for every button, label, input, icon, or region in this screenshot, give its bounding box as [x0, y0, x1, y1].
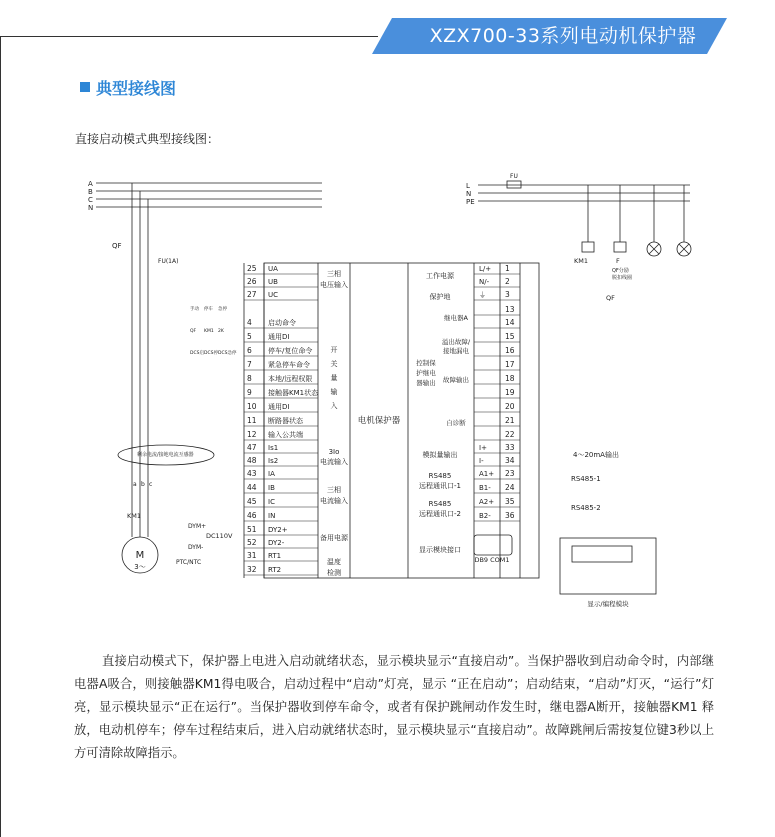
- terminal-number: 22: [505, 430, 515, 439]
- terminal-signal: UA: [268, 265, 278, 273]
- terminal-signal: DY2+: [268, 526, 288, 534]
- terminal-signal: I+: [479, 444, 487, 452]
- bullet-square-icon: [80, 82, 90, 92]
- terminal-signal: Is2: [268, 457, 279, 465]
- ptc-label: PTC/NTC: [176, 559, 202, 566]
- protector-center-label: 电机保护器: [357, 416, 401, 426]
- ct-label: a: [133, 481, 137, 488]
- terminal-number: 24: [505, 483, 515, 492]
- diagram-intro: 直接启动模式典型接线图：: [75, 132, 220, 146]
- phase-label: N: [88, 204, 94, 212]
- terminal-number: 17: [505, 360, 515, 369]
- terminal-signal: I-: [479, 457, 484, 465]
- terminal-signal: 本地/远程权限: [268, 375, 313, 383]
- terminal-number: 46: [247, 511, 257, 520]
- terminal-signal: N/-: [479, 278, 490, 286]
- group-label: 开: [330, 346, 338, 354]
- group-label: RS485: [428, 500, 452, 508]
- group-label: 三相: [327, 270, 341, 278]
- terminal-number: 47: [247, 443, 257, 452]
- terminal-number: 31: [247, 551, 257, 560]
- terminal-number: 1: [505, 264, 510, 273]
- group-label: 检测: [327, 569, 341, 577]
- output-label: 4～20mA输出: [573, 451, 619, 459]
- terminal-number: 6: [247, 346, 252, 355]
- group-label: 备用电源: [320, 534, 348, 542]
- group-label: 接地漏电: [443, 347, 469, 355]
- terminal-signal: IN: [268, 512, 276, 520]
- group-label: 电压输入: [320, 281, 348, 289]
- terminal-signal: RT2: [268, 566, 282, 574]
- group-label: 工作电源: [426, 272, 454, 280]
- switch-label: QF: [190, 329, 197, 334]
- ct-label: c: [149, 481, 153, 488]
- terminal-number: 7: [247, 360, 252, 369]
- terminal-signal: IB: [268, 484, 275, 492]
- terminal-number: 25: [247, 264, 257, 273]
- group-label: 护继电: [416, 369, 436, 377]
- contact-label: QF: [606, 294, 615, 302]
- motor-label: M: [135, 550, 145, 561]
- switch-label: 2K: [218, 329, 224, 334]
- motor-phase-label: 3～: [134, 563, 146, 571]
- group-label: 保护地: [429, 293, 451, 301]
- group-label: 远程通讯口-2: [419, 510, 461, 518]
- dym-label: DYM-: [188, 544, 204, 551]
- terminal-number: 3: [505, 290, 510, 299]
- group-label: 控制保: [416, 359, 436, 367]
- switch-label: DCS启: [190, 351, 204, 356]
- group-label: 显示模块接口: [419, 546, 461, 554]
- fuse-label: FU: [510, 173, 518, 180]
- terminal-number: 35: [505, 497, 515, 506]
- terminal-number: 34: [505, 456, 515, 465]
- breaker-label: QF: [112, 242, 122, 250]
- terminal-number: 12: [247, 430, 257, 439]
- group-label: 模拟量输出: [422, 451, 458, 459]
- switch-label: KM1: [204, 329, 214, 334]
- fuse-label: FU(1A): [158, 258, 179, 265]
- display-module-label: 显示/编程模块: [587, 600, 629, 608]
- terminal-signal: L/+: [479, 265, 492, 273]
- document-title: XZX700-33系列电动机保护器: [429, 25, 697, 47]
- terminal-number: 2: [505, 277, 510, 286]
- terminal-signal: RT1: [268, 552, 282, 560]
- terminal-number: 10: [247, 402, 257, 411]
- section-heading: [80, 76, 176, 98]
- phase-label: B: [88, 188, 93, 196]
- terminal-number: 13: [505, 305, 515, 314]
- terminal-number: 18: [505, 374, 515, 383]
- terminal-number: 5: [247, 332, 252, 341]
- switch-label: 急停: [218, 307, 227, 312]
- switch-label: DCS停: [204, 351, 218, 356]
- description-paragraph: 直接启动模式下，保护器上电进入启动就绪状态，显示模块显示“直接启动”。当保护器收到启动命令时，内部继电器A吸合，则接触器KM1得电吸合，启动过程中“启动”灯亮，显示 “正在启动”；启动结束，“启动”灯灭，“运行”灯亮，显示模块显示“正在运行”。当保护器收到停车命令，或者有保护跳闸动作发生时，继电器A断开，接触器KM1 释放，电动机停车；停车过程结束后，进入启动就绪状态时，显示模块显示“直接启动”。故障跳闸后需按复位键3秒以上方可清除故障指示。: [74, 654, 714, 760]
- terminal-number: 9: [247, 388, 252, 397]
- terminal-number: 27: [247, 290, 257, 299]
- terminal-signal: IA: [268, 470, 275, 478]
- group-label: 三相: [327, 486, 341, 494]
- terminal-signal: UC: [268, 291, 279, 299]
- switch-label: 手动: [190, 307, 199, 312]
- group-label: 自诊断: [446, 419, 466, 427]
- terminal-number: 44: [247, 483, 257, 492]
- phase-label: C: [88, 196, 93, 204]
- terminal-number: 20: [505, 402, 515, 411]
- terminal-number: 23: [505, 469, 515, 478]
- terminal-number: 51: [247, 525, 257, 534]
- terminal-signal: 接触器KM1状态: [268, 389, 319, 397]
- terminal-signal: 启动命令: [268, 319, 296, 327]
- terminal-signal: UB: [268, 278, 278, 286]
- group-label: 电流输入: [320, 497, 348, 505]
- terminal-number: 33: [505, 443, 515, 452]
- terminal-signal: IC: [268, 498, 275, 506]
- terminal-number: 4: [247, 318, 252, 327]
- terminal-signal: 断路器状态: [268, 417, 303, 425]
- terminal-number: 15: [505, 332, 515, 341]
- terminal-number: 21: [505, 416, 515, 425]
- terminal-number: 45: [247, 497, 257, 506]
- group-label: 输: [330, 388, 338, 396]
- group-label: 量: [330, 374, 338, 382]
- terminal-number: 36: [505, 511, 515, 520]
- output-label: RS485-1: [571, 475, 601, 483]
- terminal-number: 16: [505, 346, 515, 355]
- terminal-signal: 输入公共端: [268, 431, 303, 439]
- power-label: L: [466, 182, 470, 190]
- terminal-number: 43: [247, 469, 257, 478]
- residual-ct-label: 剩余电流/接地电流互感器: [137, 452, 194, 458]
- coil-label: QF分励: [612, 268, 629, 274]
- section-title: 典型接线图: [96, 78, 177, 98]
- db9-label: DB9 COM1: [474, 556, 510, 564]
- terminal-number: 14: [505, 318, 515, 327]
- group-label: RS485: [428, 472, 452, 480]
- terminal-signal: ⏚: [479, 291, 486, 299]
- terminal-signal: 通用DI: [268, 333, 290, 341]
- dc-label: DC110V: [206, 532, 233, 540]
- wiring-diagram: [0, 160, 775, 620]
- group-label: 故障输出: [443, 376, 469, 384]
- terminal-number: 48: [247, 456, 257, 465]
- group-label: 入: [330, 402, 338, 410]
- terminal-signal: 通用DI: [268, 403, 290, 411]
- coil-label: F: [616, 257, 620, 265]
- terminal-signal: A2+: [479, 498, 495, 506]
- terminal-number: 26: [247, 277, 257, 286]
- terminal-signal: Is1: [268, 444, 279, 452]
- ct-label: b: [141, 481, 145, 488]
- terminal-number: 52: [247, 538, 257, 547]
- power-label: PE: [466, 198, 475, 206]
- terminal-signal: B1-: [479, 484, 491, 492]
- contactor-label: KM1: [127, 512, 142, 520]
- terminal-signal: B2-: [479, 512, 491, 520]
- group-label: 器输出: [416, 379, 436, 387]
- output-label: RS485-2: [571, 504, 601, 512]
- switch-label: DCS急停: [218, 351, 237, 356]
- phase-label: A: [88, 180, 93, 188]
- group-label: 继电器A: [444, 314, 468, 322]
- terminal-number: 19: [505, 388, 515, 397]
- group-label: 溢出故障/: [441, 338, 471, 346]
- group-label: 远程通讯口-1: [419, 482, 461, 490]
- terminal-signal: 停车/复位命令: [268, 347, 313, 355]
- terminal-number: 8: [247, 374, 252, 383]
- terminal-signal: A1+: [479, 470, 495, 478]
- coil-label: KM1: [574, 257, 589, 265]
- group-label: 3Io: [328, 448, 340, 456]
- terminal-number: 32: [247, 565, 257, 574]
- switch-label: 停车: [204, 307, 213, 312]
- coil-label: 脱扣线圈: [612, 275, 633, 281]
- group-label: 电流输入: [320, 458, 348, 466]
- group-label: 温度: [327, 558, 341, 566]
- terminal-signal: DY2-: [268, 539, 285, 547]
- dym-label: DYM+: [188, 523, 207, 530]
- power-label: N: [466, 190, 472, 198]
- group-label: 关: [330, 360, 338, 368]
- terminal-signal: 紧急停车命令: [268, 361, 310, 369]
- header-rule: [0, 36, 378, 37]
- terminal-number: 11: [247, 416, 257, 425]
